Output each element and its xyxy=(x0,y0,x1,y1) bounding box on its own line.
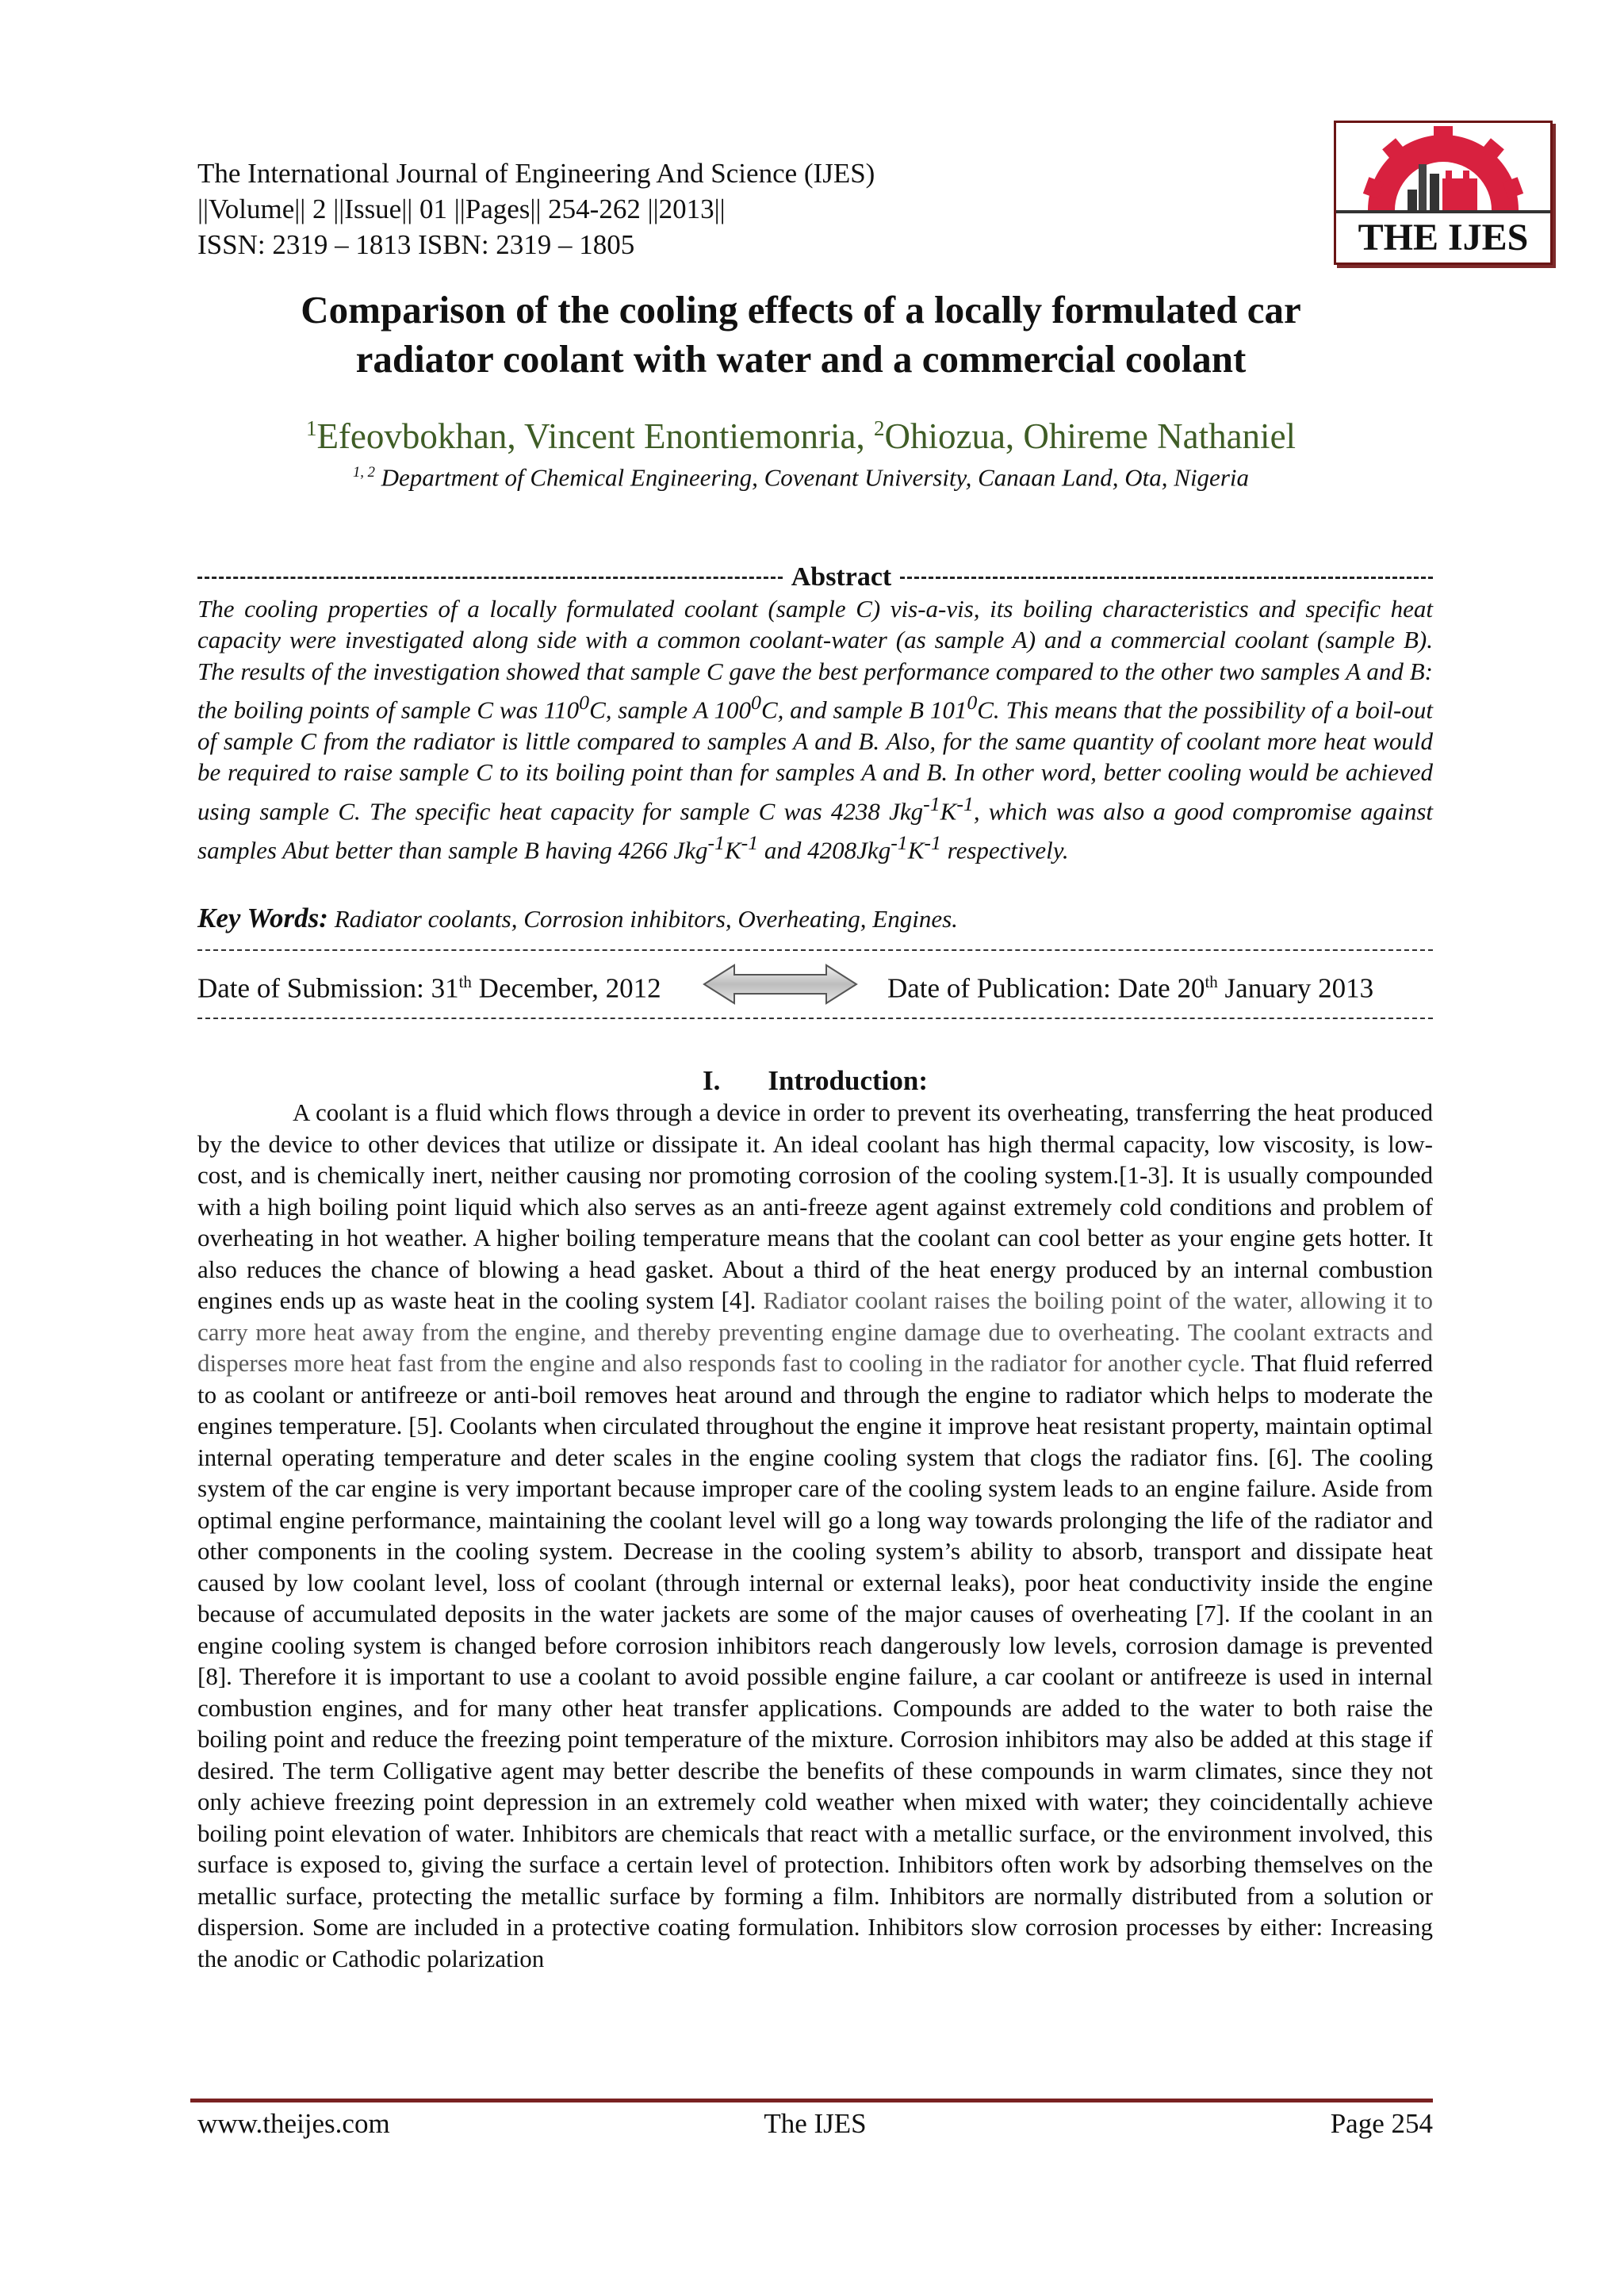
abstract-heading: Abstract xyxy=(791,562,892,592)
dash-rule-top xyxy=(197,949,1433,951)
journal-header xyxy=(197,155,1228,263)
page-footer xyxy=(197,2106,1433,2141)
author-mark-2: 2 xyxy=(873,416,885,440)
author-2: Ohiozua, Ohireme Nathaniel xyxy=(884,416,1297,456)
dash-rule-left xyxy=(197,577,783,579)
exponent: -1 xyxy=(956,792,974,815)
exponent: -1 xyxy=(741,830,759,854)
abstract-divider xyxy=(197,562,1433,593)
date-text: Date of Submission: 31 xyxy=(197,972,459,1004)
affiliation-text: Department of Chemical Engineering, Covenant University, Canaan Land, Ota, Nigeria xyxy=(374,463,1249,492)
date-text: Date of Publication: Date 20 xyxy=(887,972,1205,1004)
logo-gear-icon xyxy=(1336,123,1550,263)
exponent: -1 xyxy=(707,830,725,854)
degree-mark: 0 xyxy=(751,691,761,715)
submission-date xyxy=(197,962,661,1009)
keywords xyxy=(197,903,1433,935)
exponent: -1 xyxy=(924,830,941,854)
abstract-text: , which was also a good compromise against samples Abut better than sample B having 4266 Jkg xyxy=(197,797,1433,864)
intro-paragraph xyxy=(197,1097,1433,1974)
abstract-text: K xyxy=(940,797,957,826)
abstract-text: The cooling properties of a locally formulated coolant (sample C) vis-a-vis, its boiling characteristics and specific heat capacity were investigated along side with a common coolant-water (as sample A) and a commercial coolant (sample B). The results of the investigation showed that sample C gave the best performance compared to the other two samples A and B: the boiling points of sample C was 110 xyxy=(197,595,1433,724)
degree-mark: 0 xyxy=(967,691,978,715)
double-arrow-icon xyxy=(701,962,860,1006)
journal-name: The International Journal of Engineering And Science (IJES) xyxy=(197,158,875,189)
abstract-text: C, and sample B 101 xyxy=(760,696,967,724)
footer-journal: The IJES xyxy=(764,2108,867,2139)
title-line-1: Comparison of the cooling effects of a locally formulated car xyxy=(301,288,1301,332)
date-text: December, 2012 xyxy=(471,972,661,1004)
title-line-2: radiator coolant with water and a commercial coolant xyxy=(355,337,1247,381)
publication-date xyxy=(887,962,1373,1009)
journal-logo xyxy=(1334,121,1553,265)
section-heading xyxy=(197,1063,1433,1098)
footer-divider xyxy=(190,2099,1433,2102)
abstract-body xyxy=(197,593,1433,865)
degree-mark: 0 xyxy=(579,691,590,715)
author-mark-1: 1 xyxy=(305,416,317,440)
paper-title xyxy=(167,286,1435,384)
author-1: Efeovbokhan, Vincent Enontiemonria, xyxy=(316,416,874,456)
section-title: Introduction: xyxy=(768,1065,928,1096)
dash-rule-bottom xyxy=(197,1018,1433,1019)
ordinal-suffix: th xyxy=(458,972,472,991)
abstract-text: C. This means that the possibility of a boil-out of sample C from the radiator is little compared to samples A and B. Also, for the same quantity of coolant more heat would be required to raise sample C to its boiling point than for samples A and B. In other word, better cooling would be achieved using sample C. The specific heat capacity for sample C was 4238 Jkg xyxy=(197,696,1433,826)
affiliation xyxy=(119,457,1483,493)
body-text: A coolant is a fluid which flows through a device in order to prevent its overheating, transferring the heat produced by the device to other devices that utilize or dissipate it. An ideal coolant has high thermal capacity, low viscosity, is low-cost, and is chemically inert, neither causing nor promoting corrosion of the cooling system.[1-3]. It is usually compounded with a high boiling point liquid which also serves as an anti-freeze agent against extremely cold conditions and problem of overheating in hot weather. A higher boiling temperature means that the coolant can cool better as your engine gets hotter. It also reduces the chance of blowing a head gasket. About a third of the heat energy produced by an internal combustion engines ends up as waste heat in the cooling system [4]. xyxy=(197,1098,1433,1314)
dates-row xyxy=(197,962,1433,1010)
footer-page-number: Page 254 xyxy=(1330,2108,1433,2139)
abstract-text: K xyxy=(907,835,925,864)
date-text: January 2013 xyxy=(1217,972,1374,1004)
ordinal-suffix: th xyxy=(1205,972,1218,991)
logo-text: THE IJES xyxy=(1358,217,1529,259)
keywords-text: Radiator coolants, Corrosion inhibitors, Overheating, Engines. xyxy=(327,905,958,933)
footer-website: www.theijes.com xyxy=(197,2108,390,2139)
keywords-label: Key Words: xyxy=(197,903,328,933)
dash-rule-right xyxy=(900,577,1433,579)
exponent: -1 xyxy=(891,830,908,854)
abstract-text: respectively. xyxy=(940,835,1069,864)
volume-line: ||Volume|| 2 ||Issue|| 01 ||Pages|| 254-262 ||2013|| xyxy=(197,194,726,224)
abstract-text: K xyxy=(724,835,741,864)
introduction-body xyxy=(197,1097,1433,1974)
affiliation-mark: 1, 2 xyxy=(352,464,375,481)
exponent: -1 xyxy=(923,792,940,815)
body-text-grey: Radiator coolant raises the boiling point of the water, allowing it to carry more heat away from the engine, and thereby preventing engine damage due to overheating. The coolant extracts and disperses more heat fast from the engine and also responds fast to cooling in the radiator for another cycle. xyxy=(197,1286,1433,1377)
author-list xyxy=(119,406,1483,458)
abstract-text: and 4208Jkg xyxy=(758,835,891,864)
issn-line: ISSN: 2319 – 1813 ISBN: 2319 – 1805 xyxy=(197,229,635,260)
body-text: That fluid referred to as coolant or antifreeze or anti-boil removes heat around and through the engine to radiator which helps to moderate the engines temperature. [5]. Coolants when circulated throughout the engine it improve heat resistant property, maintain optimal internal operating temperature and deter scales in the engine cooling system that clogs the radiator fins. [6]. The cooling system of the car engine is very important because improper care of the cooling system leads to an engine failure. Aside from optimal engine performance, maintaining the coolant level will go a long way towards prolonging the life of the radiator and other components in the cooling system. Decrease in the cooling system’s ability to absorb, transport and dissipate heat caused by low coolant level, loss of coolant (through internal or external leaks), poor heat conductivity inside the engine because of accumulated deposits in the water jackets are some of the major causes of overheating [7]. If the coolant in an engine cooling system is changed before corrosion inhibitors reach dangerously low levels, corrosion damage is prevented [8]. Therefore it is important to use a coolant to avoid possible engine failure, a car coolant or antifreeze is used in internal combustion engines, and for many other heat transfer applications. Compounds are added to the water to both raise the boiling point and reduce the freezing point temperature of the mixture. Corrosion inhibitors may also be added at this stage if desired. The term Colligative agent may better describe the benefits of these compounds in warm climates, since they not only achieve freezing point depression in an extremely cold weather when mixed with water; they coincidentally achieve boiling point elevation of water. Inhibitors are chemicals that react with a metallic surface, or the environment involved, this surface is exposed to, giving the surface a certain level of protection. Inhibitors often work by adsorbing themselves on the metallic surface, protecting the metallic surface by forming a film. Inhibitors are normally distributed from a solution or dispersion. Some are included in a protective coating formulation. Inhibitors slow corrosion processes by either: Increasing the anodic or Cathodic polarization xyxy=(197,1349,1434,1972)
abstract-text: C, sample A 100 xyxy=(589,696,752,724)
section-number: I. xyxy=(703,1065,721,1096)
